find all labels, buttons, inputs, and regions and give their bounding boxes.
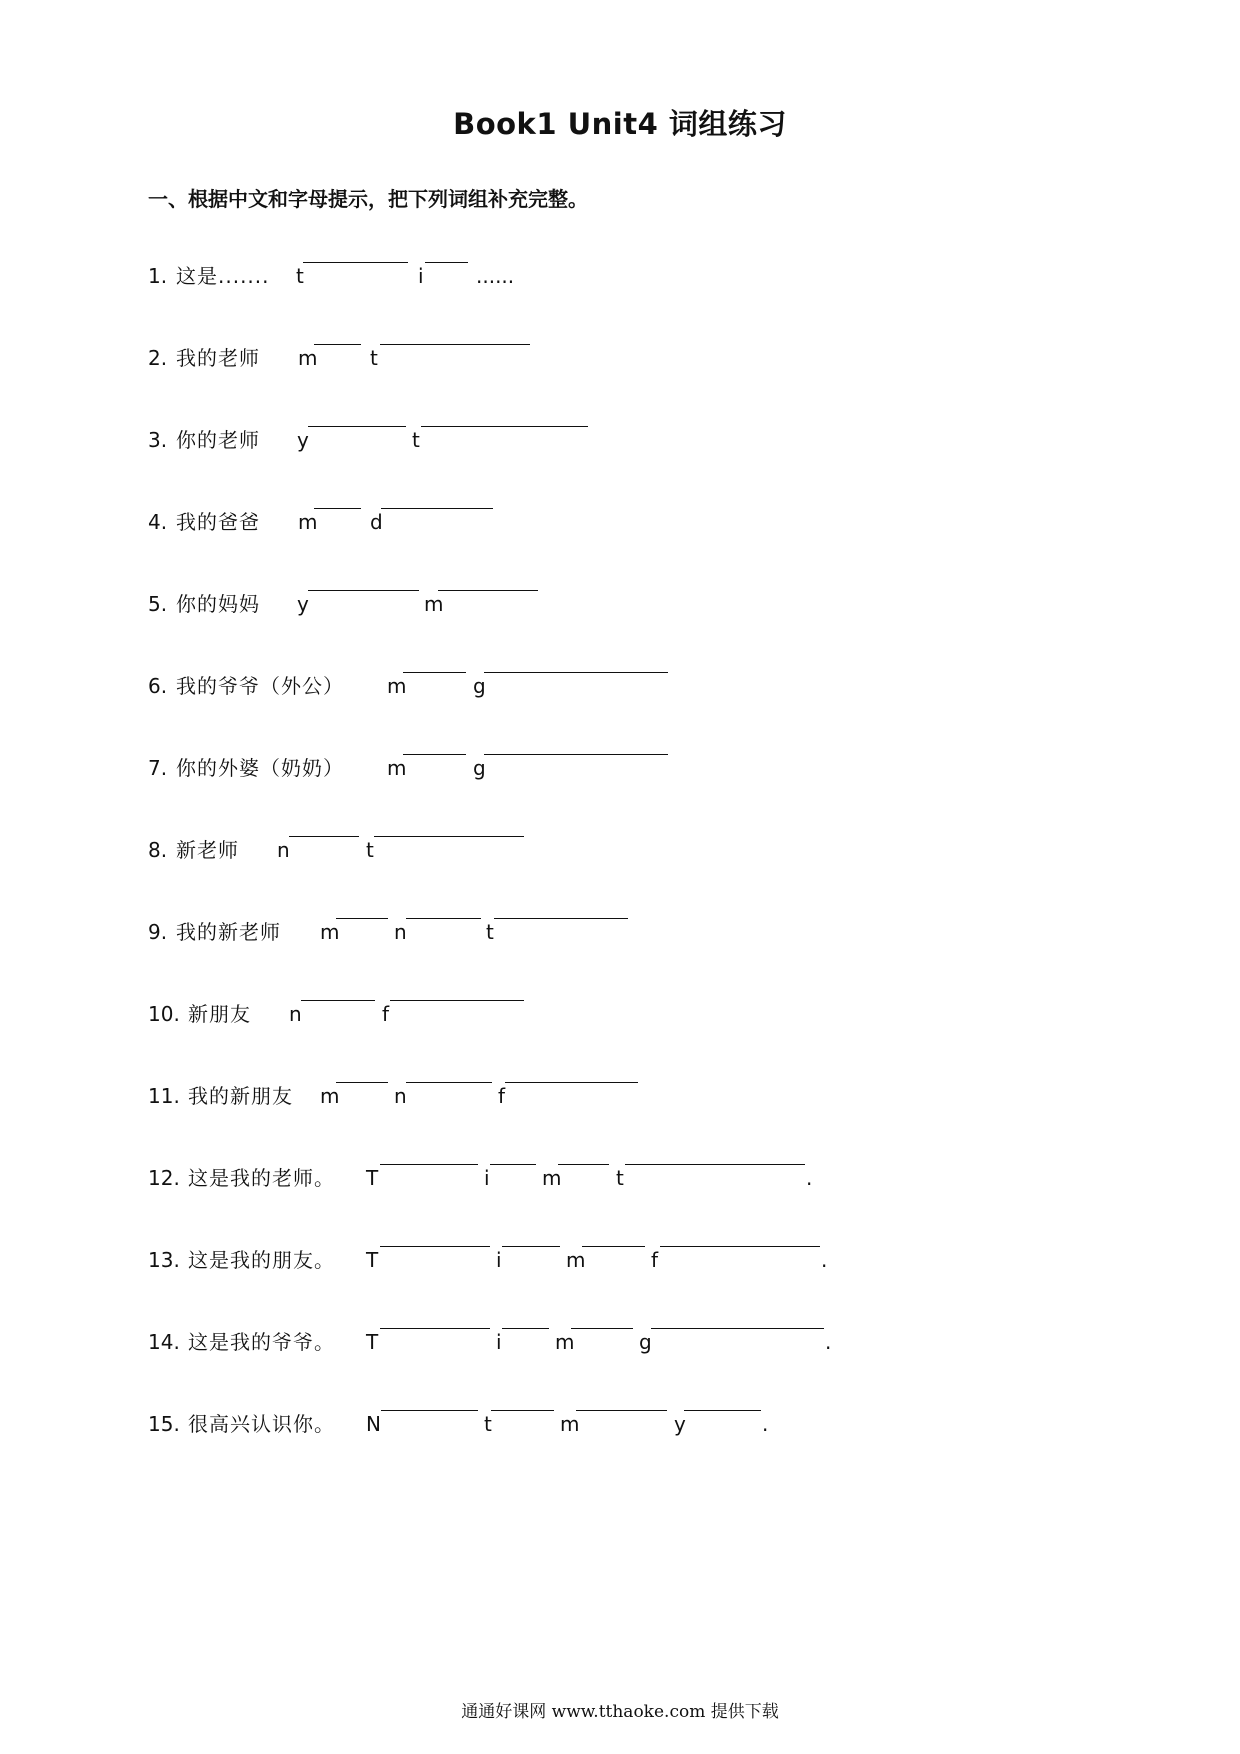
letter-hint: i [484,1166,490,1190]
letter-hint: f [651,1248,659,1272]
letter-hint: y [297,592,309,616]
answer-blank[interactable] [494,918,628,919]
letter-hint: . [762,1412,769,1436]
answer-blank[interactable] [505,1082,638,1083]
answer-blank[interactable] [289,836,359,837]
footer-credit: 通通好课网 www.tthaoke.com 提供下载 [461,1702,779,1722]
chinese-prompt: 这是我的爷爷。 [188,1330,335,1354]
letter-hint: . [806,1166,813,1190]
answer-blank[interactable] [380,1328,490,1329]
letter-hint: m [424,592,444,616]
answer-blank[interactable] [484,754,668,755]
chinese-prompt: 你的外婆（奶奶） [176,756,344,780]
letter-hint: N [366,1412,381,1436]
answer-blank[interactable] [576,1410,667,1411]
letter-hint: m [387,674,407,698]
answer-blank[interactable] [484,672,668,673]
question-number: 6. [148,674,168,698]
letter-hint: m [320,920,340,944]
letter-hint: . [825,1330,832,1354]
chinese-prompt: 我的老师 [176,346,260,370]
question-number: 2. [148,346,168,370]
chinese-prompt: 你的老师 [176,428,260,452]
letter-hint: t [484,1412,492,1436]
letter-hint: n [277,838,290,862]
answer-blank[interactable] [684,1410,761,1411]
question-number: 9. [148,920,168,944]
letter-hint: m [387,756,407,780]
letter-hint: m [320,1084,340,1108]
chinese-prompt: 我的爸爸 [176,510,260,534]
worksheet-title: Book1 Unit4 词组练习 [453,107,787,141]
answer-blank[interactable] [491,1410,554,1411]
answer-blank[interactable] [490,1164,536,1165]
letter-hint: t [412,428,420,452]
question-number: 11. [148,1084,180,1108]
letter-hint: d [370,510,383,534]
answer-blank[interactable] [406,918,481,919]
chinese-prompt: 我的爷爷（外公） [176,674,344,698]
answer-blank[interactable] [303,262,408,263]
chinese-prompt: 这是我的老师。 [188,1166,335,1190]
answer-blank[interactable] [381,1410,478,1411]
question-number: 4. [148,510,168,534]
chinese-prompt: 你的妈妈 [176,592,260,616]
answer-blank[interactable] [314,344,361,345]
answer-blank[interactable] [381,508,493,509]
answer-blank[interactable] [301,1000,375,1001]
letter-hint: m [542,1166,562,1190]
letter-hint: g [473,756,486,780]
letter-hint: f [382,1002,390,1026]
answer-blank[interactable] [308,590,419,591]
question-number: 3. [148,428,168,452]
question-number: 8. [148,838,168,862]
answer-blank[interactable] [390,1000,524,1001]
letter-hint: y [297,428,309,452]
question-number: 10. [148,1002,180,1026]
letter-hint: . [821,1248,828,1272]
question-number: 13. [148,1248,180,1272]
answer-blank[interactable] [502,1328,549,1329]
letter-hint: t [486,920,494,944]
letter-hint: n [394,920,407,944]
letter-hint: m [566,1248,586,1272]
answer-blank[interactable] [660,1246,820,1247]
letter-hint: n [289,1002,302,1026]
question-number: 1. [148,264,168,288]
answer-blank[interactable] [380,344,530,345]
letter-hint: i [418,264,424,288]
chinese-prompt: 这是我的朋友。 [188,1248,335,1272]
letter-hint: m [555,1330,575,1354]
letter-hint: g [639,1330,652,1354]
question-number: 14. [148,1330,180,1354]
letter-hint: m [298,346,318,370]
letter-hint: t [366,838,374,862]
answer-blank[interactable] [625,1164,805,1165]
letter-hint: f [498,1084,506,1108]
answer-blank[interactable] [558,1164,609,1165]
letter-hint: T [366,1248,379,1272]
question-number: 12. [148,1166,180,1190]
answer-blank[interactable] [336,918,388,919]
answer-blank[interactable] [380,1164,478,1165]
answer-blank[interactable] [425,262,468,263]
letter-hint: i [496,1330,502,1354]
answer-blank[interactable] [314,508,361,509]
answer-blank[interactable] [374,836,524,837]
answer-blank[interactable] [308,426,406,427]
answer-blank[interactable] [421,426,588,427]
chinese-prompt: 新朋友 [188,1002,251,1026]
chinese-prompt: 新老师 [176,838,239,862]
chinese-prompt: 我的新朋友 [188,1084,293,1108]
chinese-prompt: 很高兴认识你。 [188,1412,335,1436]
question-number: 5. [148,592,168,616]
letter-hint: T [366,1166,379,1190]
answer-blank[interactable] [336,1082,388,1083]
answer-blank[interactable] [571,1328,633,1329]
answer-blank[interactable] [651,1328,824,1329]
letter-hint: m [298,510,318,534]
letter-hint: y [674,1412,686,1436]
letter-hint: t [370,346,378,370]
answer-blank[interactable] [582,1246,645,1247]
letter-hint: i [496,1248,502,1272]
answer-blank[interactable] [438,590,538,591]
letter-hint: ...... [476,264,515,288]
answer-blank[interactable] [380,1246,490,1247]
chinese-prompt: 我的新老师 [176,920,281,944]
letter-hint: T [366,1330,379,1354]
answer-blank[interactable] [406,1082,492,1083]
letter-hint: n [394,1084,407,1108]
answer-blank[interactable] [403,754,466,755]
letter-hint: t [296,264,304,288]
letter-hint: t [616,1166,624,1190]
letter-hint: m [560,1412,580,1436]
letter-hint: g [473,674,486,698]
section-instruction: 一、根据中文和字母提示，把下列词组补充完整。 [148,187,588,211]
chinese-prompt: 这是....... [176,264,270,288]
answer-blank[interactable] [502,1246,560,1247]
answer-blank[interactable] [403,672,466,673]
question-number: 7. [148,756,168,780]
question-number: 15. [148,1412,180,1436]
